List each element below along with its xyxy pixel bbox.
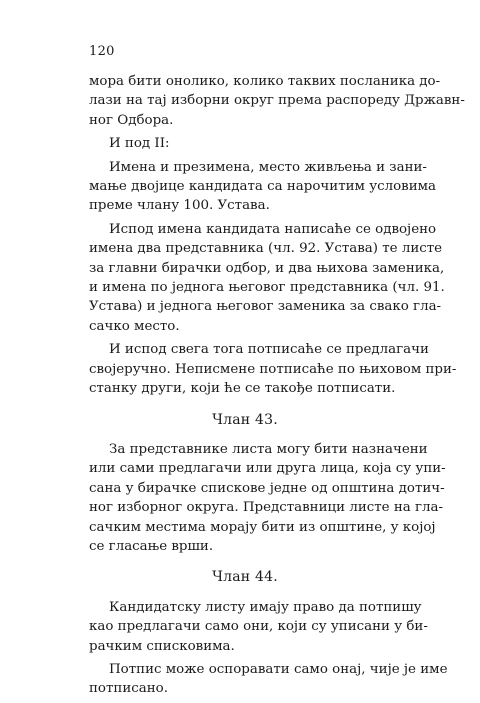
text-line: ног изборног округа. Представници листе на гла-: [89, 500, 444, 516]
text-line: као предлагачи само они, који су уписани у би-: [89, 619, 428, 635]
text-line: ног Одбора.: [89, 112, 174, 128]
text-line: мора бити онолико, колико таквих посланика до-: [89, 74, 441, 89]
text-line: својеручно. Неписмене потписаће по њиховом при-: [89, 361, 457, 377]
paragraph: [89, 660, 448, 699]
article-heading-44: Члан 44.: [212, 569, 278, 586]
text-line: И испод свега тога потписаће се предлагачи: [109, 342, 429, 358]
article-heading-43: Члан 43.: [212, 411, 278, 428]
text-line: лази на тај изборни округ према распореду Државн-: [89, 93, 465, 109]
paragraph: [89, 440, 446, 556]
text-line: За представнике листа могу бити назначени: [109, 441, 428, 457]
text-line: Кандидатску листу имају право да потпишу: [109, 599, 422, 615]
text-line: станку други, који ће се такође потписати.: [89, 381, 396, 397]
text-line: Потпис може оспоравати само онај, чије је име: [109, 661, 448, 677]
text-line: Имена и презимена, место живљења и зани-: [109, 159, 427, 175]
text-line: сана у бирачке спискове једне од општина дотич-: [89, 480, 445, 496]
text-line: Устава) и једнога његовог заменика за свако гла-: [89, 299, 442, 315]
text-line: мање двојице кандидата са нарочитим условима: [89, 179, 437, 195]
text-line: рачким списковима.: [89, 638, 235, 654]
text-line: преме члану 100. Устава.: [89, 198, 270, 214]
paragraph: [89, 134, 401, 153]
paragraph: [89, 220, 445, 336]
text-line: или сами предлагачи или друга лица, која су упи-: [89, 461, 446, 477]
text-line: сачким местима морају бити из општине, у којој: [89, 519, 436, 535]
paragraph: [89, 598, 428, 656]
article-43-body: [89, 440, 446, 556]
text-line: потписано.: [89, 681, 168, 697]
paragraph: [89, 158, 437, 216]
page-body: [89, 72, 465, 703]
text-line: и имена по једнога његовог представника (чл. 91.: [89, 280, 445, 296]
text-line: за главни бирачки одбор, и два њихова заменика,: [89, 260, 445, 276]
text-line: сачко место.: [89, 318, 180, 334]
text-line: И под II:: [109, 136, 170, 152]
text-line: се гласање врши.: [89, 538, 214, 554]
text-line: имена два представника (чл. 92. Устава) те листе: [89, 241, 443, 257]
text-line: Испод имена кандидата написаће се одвојено: [109, 221, 437, 237]
article-44-body: [89, 598, 448, 699]
paragraph: [89, 340, 457, 398]
page-number: 120: [89, 44, 115, 59]
section-before: [89, 72, 465, 399]
paragraph: [89, 72, 465, 130]
